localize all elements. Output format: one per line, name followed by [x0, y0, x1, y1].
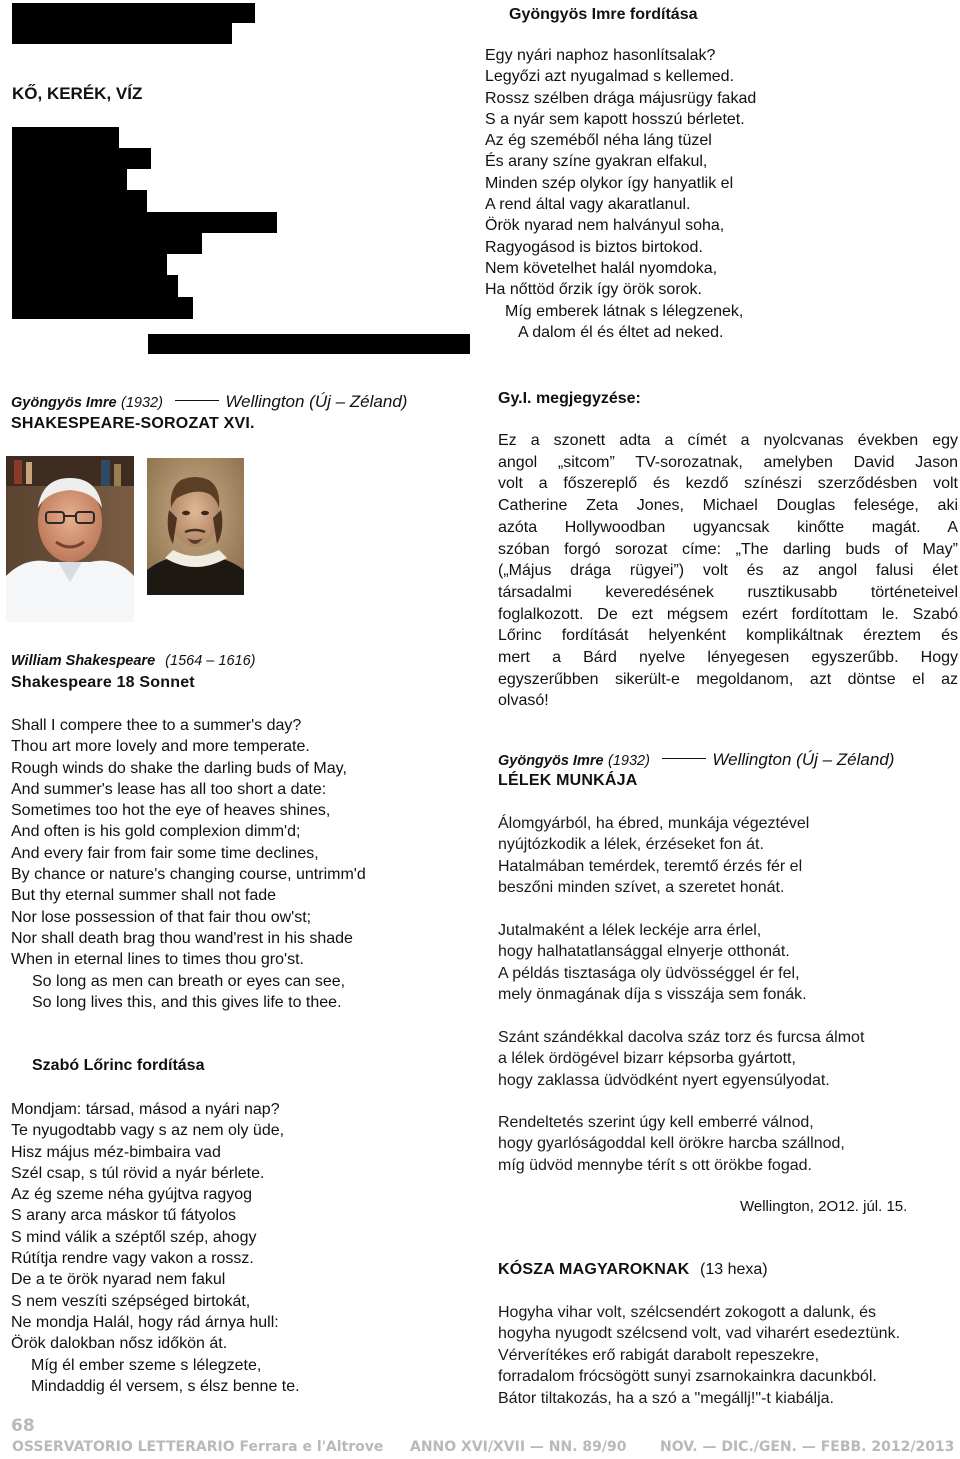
author-place: Wellington (Új – Zéland): [225, 392, 408, 411]
poem-line: Szánt szándékkal dacolva száz torz és furcsa álmot: [498, 1029, 865, 1046]
poem-line: But thy eternal summer shall not fade: [11, 887, 277, 905]
translation-heading: Szabó Lőrinc fordítása: [32, 1057, 205, 1074]
journal-name: OSSERVATORIO LETTERARIO Ferrara e l'Altrove: [12, 1439, 384, 1455]
author-years: (1564 – 1616): [165, 653, 256, 669]
poem-line: By chance or nature's changing course, untrimm'd: [11, 866, 366, 884]
poem-line: So long lives this, and this gives life to thee.: [32, 993, 342, 1011]
author-header: [11, 392, 407, 412]
note-line: („Május drága rügyei”) volt és az angol falusi élet: [498, 562, 958, 580]
poem-line: And often is his gold complexion dimm'd;: [11, 823, 301, 841]
poem-line: beszőni minden szívet, a szeretet honát.: [498, 879, 785, 897]
poem-line: Minden szép olykor így hanyatlik el: [485, 174, 734, 192]
poem-line: Rough winds do shake the darling buds of May,: [11, 759, 347, 777]
dateline: Wellington, 2O12. júl. 15.: [740, 1198, 908, 1215]
poem-line: A példás tisztasága oly üdvösséggel ér fel,: [498, 964, 800, 982]
lelek-poem: [498, 1112, 845, 1176]
poem-line: S arany arca máskor tű fátyolos: [11, 1207, 236, 1225]
poem-line: And every fair from fair some time declines,: [11, 844, 319, 862]
szabo-poem: [11, 1099, 300, 1397]
author-years: (1932): [121, 395, 163, 411]
koszo-poem: [498, 1302, 900, 1409]
note-line: szóban forgó sorozat címe: „The darling buds of May”: [498, 540, 958, 558]
poem-line: Rossz szélben drága májusrügy fakad: [485, 89, 757, 107]
redacted-block: [148, 334, 470, 354]
poem-line: Míg emberek látnak s lélegzenek,: [505, 302, 744, 320]
poem-line: Thou art more lovely and more temperate.: [11, 738, 310, 756]
note-line: Lőrinc fordítását helyenként komplikáltnak éreztem és: [498, 627, 958, 645]
poem-line: mely önmagának díja s visszája sem fonák.: [498, 986, 807, 1004]
poem-line: És arany színe gyakran elfakul,: [485, 153, 708, 171]
poem-line: Álomgyárból, ha ébred, munkája végeztével: [498, 815, 810, 832]
koszo-header: [498, 1261, 768, 1279]
poem-line: Hatalmában temérdek, teremtő érzés fér el: [498, 857, 803, 875]
poem-line: nyújtózkodik a lélek, érzéseket fon át.: [498, 836, 764, 854]
poem-line: Egy nyári naphoz hasonlítsalak?: [485, 47, 716, 64]
note-line: olvasó!: [498, 692, 549, 710]
issue-number: ANNO XVI/XVII — NN. 89/90: [410, 1439, 627, 1455]
note-line: egyszerűbben sikerült-e megoldanom, azt döntse el az: [498, 670, 958, 688]
author-years: (1932): [608, 753, 650, 769]
series-title: SHAKESPEARE-SOROZAT XVI.: [11, 415, 255, 432]
poem-line: Szél csap, s túl rövid a nyár bérlete.: [11, 1164, 265, 1182]
poem-line: forradalom frócsögött sunyi zsarnokainkra dacunkból.: [498, 1368, 877, 1386]
poem-line: míg üdvöd mennybe térít s ott örökbe fogad.: [498, 1156, 812, 1174]
author-name: Gyöngyös Imre: [11, 395, 117, 411]
redacted-block: [12, 127, 119, 148]
redacted-block: [12, 212, 277, 233]
page-number: 68: [11, 1416, 35, 1436]
poem-line: hogy halhatatlansággal elnyerje otthonát.: [498, 943, 790, 961]
poem-title: LÉLEK MUNKÁJA: [498, 772, 638, 789]
poem-line: Jutalmaként a lélek leckéje arra érlel,: [498, 922, 762, 939]
poem-line: hogy zaklassa üdvödként nyert egyensúlyodat.: [498, 1071, 830, 1089]
poem-line: When in eternal lines to times thou gro'st.: [11, 951, 304, 969]
shakespeare-header: [11, 653, 255, 669]
portrait-photo-gyongyos: [6, 456, 134, 622]
issue-date: NOV. — DIC./GEN. — FEBB. 2012/2013: [660, 1439, 955, 1455]
poem-line: Ne mondja Halál, hogy rád árnya hull:: [11, 1313, 279, 1331]
note-line: azóta Hollywoodban ugyancsak kinőtte magát. A: [498, 518, 958, 536]
poem-line: Mondjam: társad, másod a nyári nap?: [11, 1101, 280, 1118]
poem-line: A dalom él és éltet ad neked.: [518, 323, 724, 341]
poem-line: S nem veszíti szépséged birtokát,: [11, 1292, 251, 1310]
redacted-block: [12, 169, 127, 190]
redacted-block: [12, 233, 202, 254]
poem-line: Ha nőttöd őrzik így örök sorok.: [485, 281, 702, 299]
poem-line: Nor lose possession of that fair thou ow'st;: [11, 908, 312, 926]
poem-line: And summer's lease has all too short a date:: [11, 780, 327, 798]
redacted-block: [12, 23, 232, 44]
poem-line: Sometimes too hot the eye of heaves shines,: [11, 802, 331, 820]
note-line: Catherine Zeta Jones, Michael Douglas felesége, aki: [498, 497, 958, 515]
poem-line: Vérverítékes erő rabigát darabolt repeszekre,: [498, 1346, 820, 1364]
note-line: volt a főszereplő és kezdő színészi szerződésben volt: [498, 475, 958, 493]
gyongyos-poem: [485, 45, 756, 343]
poem-line: Legyőzi azt nyugalmad s kellemed.: [485, 68, 735, 86]
note-line: társadalmi keveredésének rusztikusabb történeteivel: [498, 583, 958, 601]
redacted-block: [12, 3, 255, 23]
poem-line: S mind válik a széptől szép, ahogy: [11, 1228, 257, 1246]
poem-line: Ragyogásod is biztos birtokod.: [485, 238, 703, 256]
poem-line: De a te örök nyarad nem fakul: [11, 1271, 226, 1289]
poem-line: hogy gyarlóságoddal kell örökre harcba szállnod,: [498, 1135, 845, 1153]
em-dash: [662, 758, 706, 759]
translation-heading: Gyöngyös Imre fordítása: [509, 6, 698, 23]
sonnet-title: Shakespeare 18 Sonnet: [11, 674, 195, 691]
note-line: Ez a szonett adta a címét a nyolcvanas években egy: [498, 432, 958, 449]
poem-line: Hogyha vihar volt, szélcsendért zokogott a dalunk, és: [498, 1304, 876, 1321]
note-heading: Gy.I. megjegyzése:: [498, 390, 641, 407]
poem-line: Te nyugodtabb vagy s az nem oly üde,: [11, 1122, 285, 1140]
poem-line: Nem követelhet halál nyomdoka,: [485, 259, 718, 277]
lelek-poem: [498, 920, 807, 1006]
poem-line: Rendeltetés szerint úgy kell emberré válnod,: [498, 1114, 814, 1131]
poem-line: S a nyár sem kapott hosszú bérletet.: [485, 110, 745, 128]
poem-line: a lélek ördögével bizarr képsorba gyártott,: [498, 1050, 796, 1068]
poem-line: Rútítja rendre vagy vakon a rossz.: [11, 1250, 254, 1268]
redacted-block: [12, 275, 178, 297]
poem-line: Nor shall death brag thou wand'rest in his shade: [11, 929, 353, 947]
page-title: KŐ, KERÉK, VÍZ: [12, 84, 143, 103]
author-name: William Shakespeare: [11, 653, 156, 669]
redacted-block: [12, 297, 193, 319]
author-name: Gyöngyös Imre: [498, 753, 604, 769]
redacted-block: [12, 254, 167, 275]
author-place: Wellington (Új – Zéland): [712, 750, 895, 769]
poem-line: A rend által vagy akaratlanul.: [485, 196, 691, 214]
redacted-block: [12, 148, 151, 169]
note-line: angol „sitcom” TV-sorozatnak, amelyben David Jason: [498, 453, 958, 471]
lelek-poem: [498, 1027, 864, 1091]
sonnet-poem: [11, 715, 366, 1013]
poem-line: Az ég szeme néha gyújtva ragyog: [11, 1186, 253, 1204]
poem-line: Bátor tiltakozás, ha a szó a "megállj!"-t kiabálja.: [498, 1389, 834, 1407]
poem-line: Az ég szeméből néha láng tüzel: [485, 132, 712, 150]
poem-subtitle: (13 hexa): [700, 1261, 768, 1278]
redacted-block: [12, 190, 147, 212]
em-dash: [175, 400, 219, 401]
lelek-poem: [498, 813, 809, 899]
poem-line: Hisz május méz-bimbaira vad: [11, 1143, 221, 1161]
note-paragraph: [498, 430, 958, 712]
poem-line: Örök nyarad nem halványul soha,: [485, 217, 725, 235]
author-header: [498, 750, 894, 770]
poem-line: Örök dalokban nősz időkön át.: [11, 1335, 228, 1353]
note-line: foglalkozott. De ezt mégsem ezért fordítottam le. Szabó: [498, 605, 958, 623]
poem-line: So long as men can breath or eyes can see,: [32, 972, 346, 990]
poem-line: Mindaddig él versem, s élsz benne te.: [31, 1377, 300, 1395]
poem-line: Míg él ember szeme s lélegzete,: [31, 1356, 262, 1374]
poem-title: KÓSZA MAGYAROKNAK: [498, 1261, 690, 1278]
poem-line: hogyha nyugodt szélcsend volt, vad viharért esedeztünk.: [498, 1325, 901, 1343]
note-line: mert a Bárd nyelve lényegesen egyszerűbb. Hogy: [498, 649, 958, 667]
portrait-photo-shakespeare: [147, 458, 244, 595]
footer: [0, 1437, 960, 1459]
poem-line: Shall I compere thee to a summer's day?: [11, 717, 302, 734]
